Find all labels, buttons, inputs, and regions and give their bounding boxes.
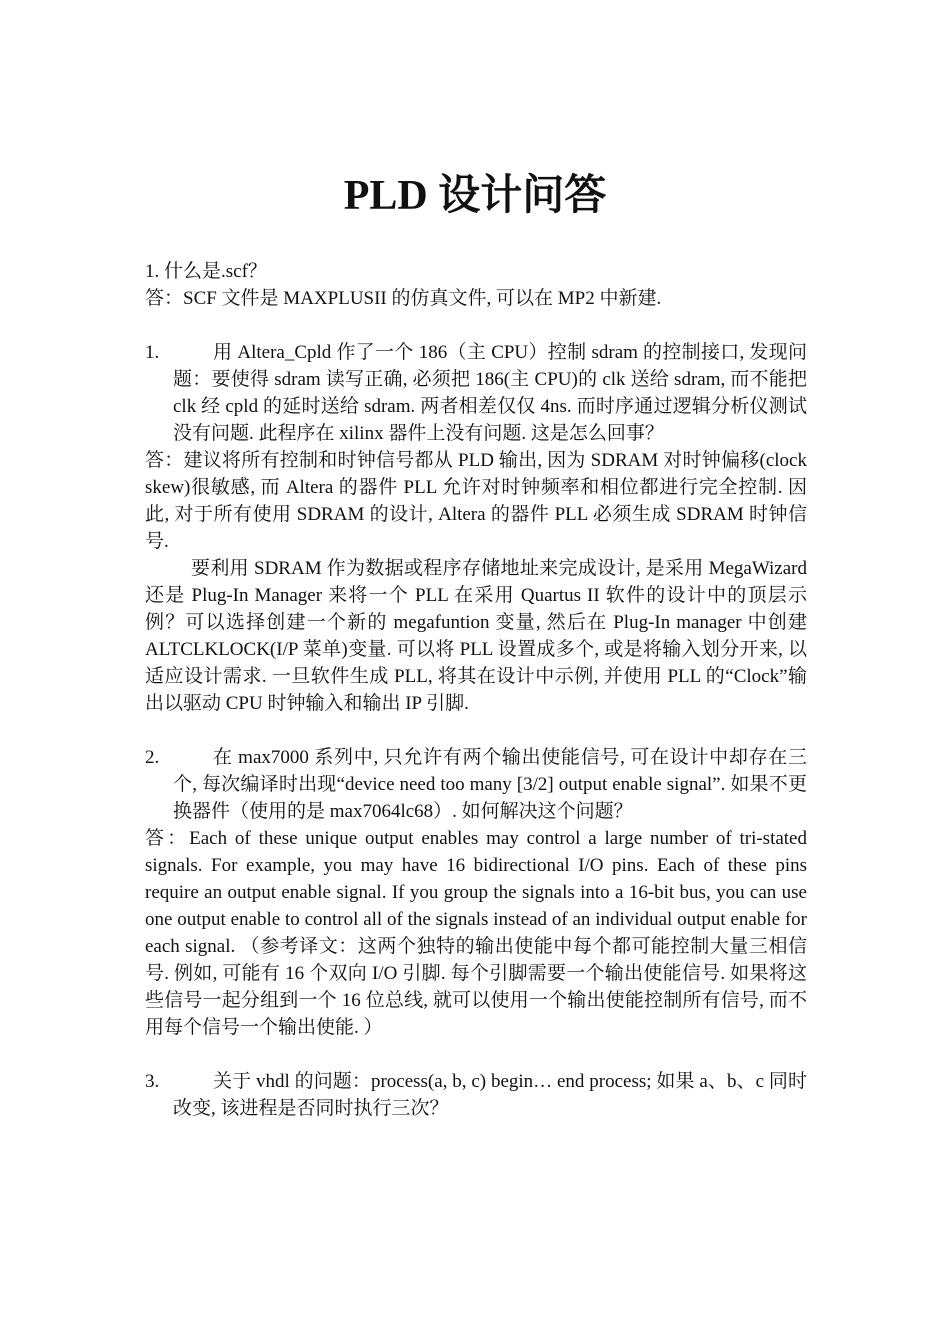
question-number: 3. [145, 1071, 160, 1092]
question-2 [145, 744, 807, 825]
question-number: 1. [145, 342, 160, 363]
page-title: PLD 设计问答 [343, 173, 607, 219]
paragraph-gap [145, 312, 807, 339]
paragraph-gap [145, 717, 807, 744]
question-1 [145, 339, 807, 447]
answer-1-paragraph-1: 答：建议将所有控制和时钟信号都从 PLD 输出, 因为 SDRAM 对时钟偏移(clock skew)很敏感, 而 Altera 的器件 PLL 允许对时钟频率和相位都进行完全控制. 因此, 对于所有使用 SDRAM 的设计, Altera 的器件 PLL 必须生成 SDRAM 时钟信号. [145, 450, 807, 552]
answer-2: 答：Each of these unique output enables may control a large number of tri-stated signals. For example, you may have 16 bidirectional I/O pins. Each of these pins require an output enable signal. If you group the signals into a 16-bit bus, you can use one output enable to control all of the signals instead of an individual output enable for each signal. （参考译文：这两个独特的输出使能中每个都可能控制大量三相信号. 例如, 可能有 16 个双向 I/O 引脚. 每个引脚需要一个输出使能信号. 如果将这些信号一起分组到一个 16 位总线, 就可以使用一个输出使能控制所有信号, 而不用每个信号一个输出使能. ） [145, 828, 807, 1038]
question-text: 关于 vhdl 的问题：process(a, b, c) begin… end process; 如果 a、b、c 同时改变, 该进程是否同时执行三次？ [173, 1071, 807, 1119]
question-text: 用 Altera_Cpld 作了一个 186（主 CPU）控制 sdram 的控制接口, 发现问题：要使得 sdram 读写正确, 必须把 186(主 CPU)的 clk 送给 sdram, 而不能把 clk 经 cpld 的延时送给 sdram. 两者相差仅仅 4ns. 而时序通过逻辑分析仪测试没有问题. 此程序在 xilinx 器件上没有问题. 这是怎么回事？ [173, 342, 807, 444]
question-number: 2. [145, 747, 160, 768]
question-scf: 1. 什么是.scf？ [145, 261, 267, 282]
question-text: 在 max7000 系列中, 只允许有两个输出使能信号, 可在设计中却存在三个, 每次编译时出现“device need too many [3/2] output enable signal”. 如果不更换器件（使用的是 max7064lc68）. 如何解决这个问题？ [173, 747, 807, 822]
answer-scf: 答：SCF 文件是 MAXPLUSII 的仿真文件, 可以在 MP2 中新建. [145, 288, 662, 309]
answer-1-paragraph-2: 要利用 SDRAM 作为数据或程序存储地址来完成设计, 是采用 MegaWizard 还是 Plug-In Manager 来将一个 PLL 在采用 Quartus II 软件的设计中的顶层示例？可以选择创建一个新的 megafuntion 变量, 然后在 Plug-In manager 中创建 ALTCLKLOCK(I/P 菜单)变量. 可以将 PLL 设置成多个, 或是将输入划分开来, 以适应设计需求. 一旦软件生成 PLL, 将其在设计中示例, 并使用 PLL 的“Clock”输出以驱动 CPU 时钟输入和输出 IP 引脚. [145, 558, 807, 714]
question-3 [145, 1068, 807, 1122]
paragraph-gap [145, 1041, 807, 1068]
document-body [145, 258, 807, 1122]
